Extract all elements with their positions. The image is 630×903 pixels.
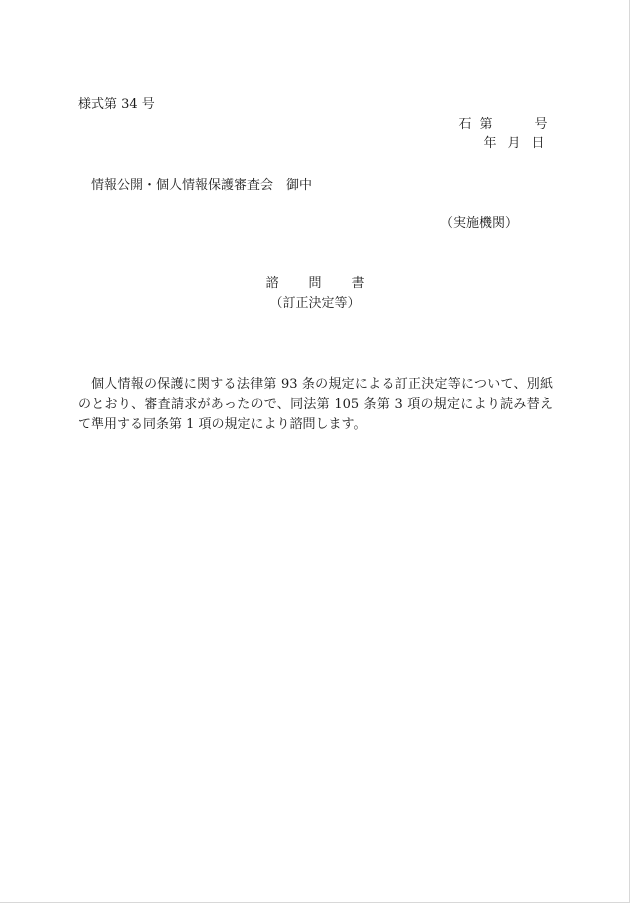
doc-number-go: 号: [534, 117, 548, 132]
date-day: 日: [531, 136, 545, 151]
title-char-2: 問: [308, 276, 322, 291]
document-number: [455, 117, 549, 133]
form-number: 様式第 34 号: [78, 97, 155, 112]
sender-organization: （実施機関）: [440, 216, 519, 231]
date-year: 年: [483, 136, 497, 151]
title-char-1: 諮: [265, 276, 279, 291]
doc-number-prefix: 石: [458, 117, 472, 132]
addressee: 情報公開・個人情報保護審査会 御中: [91, 178, 313, 193]
date-month: 月: [507, 136, 521, 151]
body-paragraph: 個人情報の保護に関する法律第 93 条の規定による訂正決定等について、別紙のとおり、審査請求があったので、同法第 105 条第 3 項の規定により読み替えて準用する同条第 1 項の規定により諮問します。: [78, 377, 553, 432]
doc-number-dai: 第: [479, 117, 493, 132]
title-char-3: 書: [351, 276, 365, 291]
document-subtitle: （訂正決定等）: [269, 296, 361, 311]
document-date: [479, 136, 549, 152]
document-title: [0, 276, 630, 292]
